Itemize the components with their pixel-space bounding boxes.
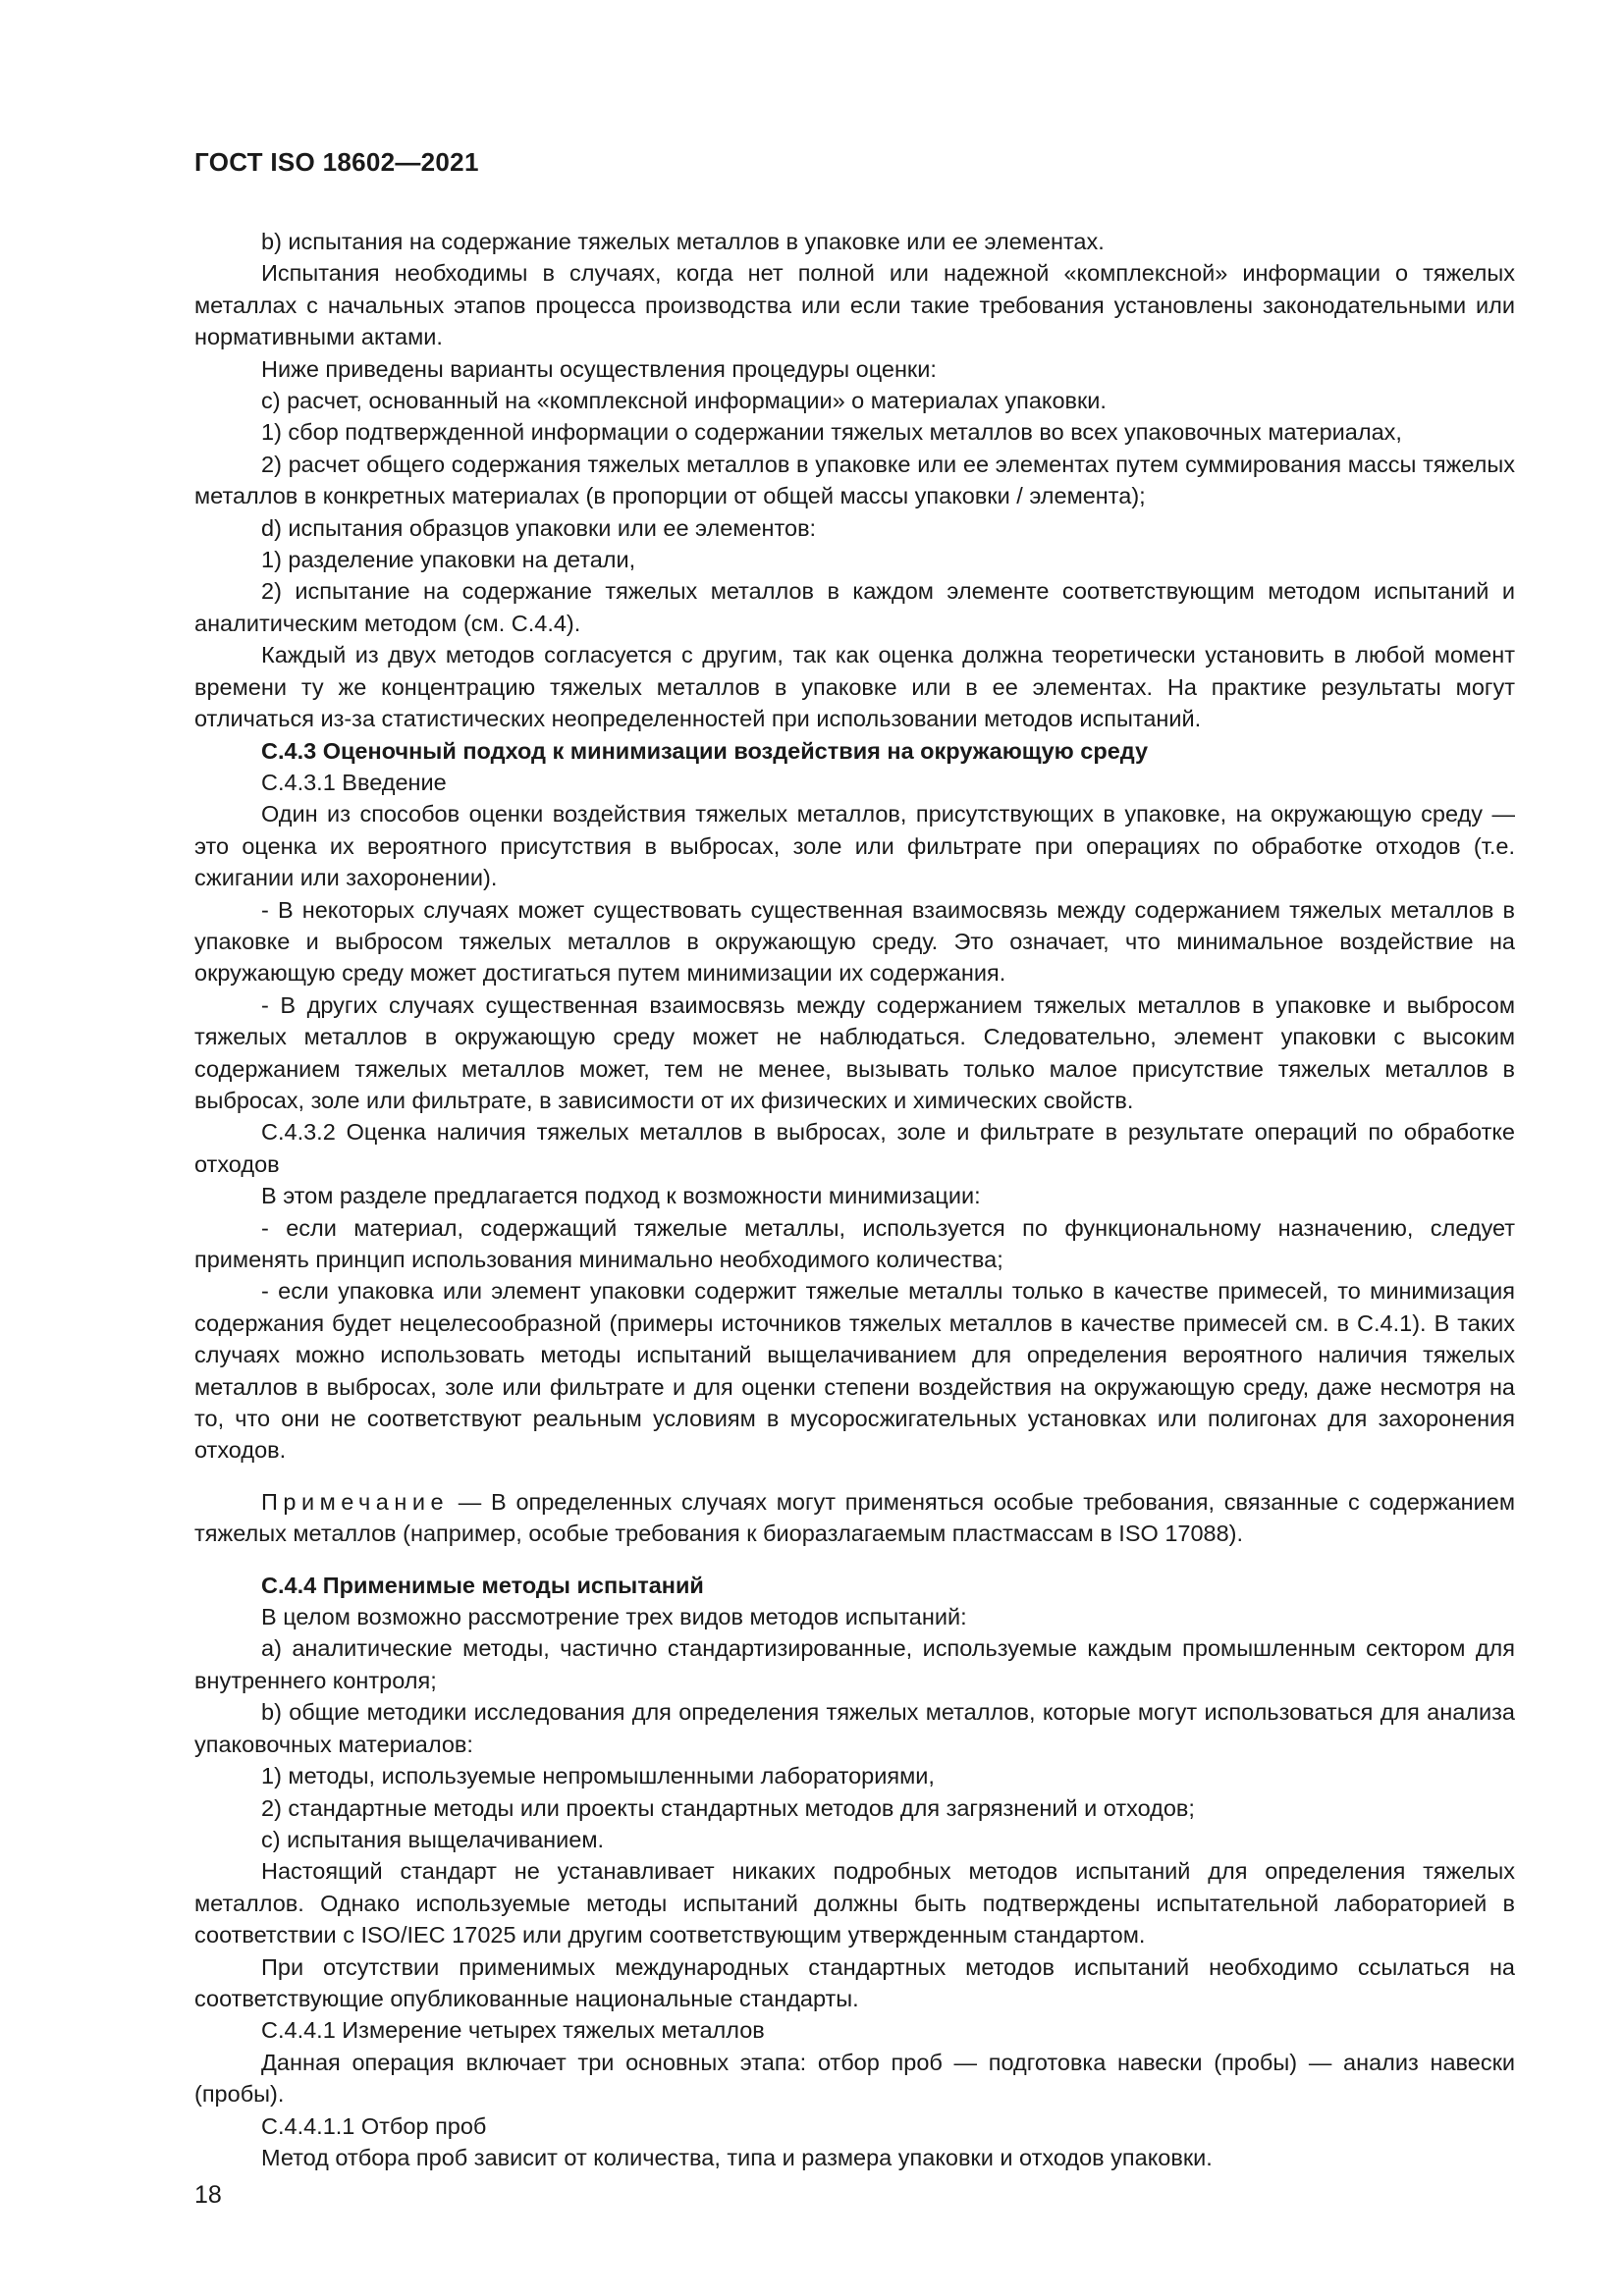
paragraph: Ниже приведены варианты осуществления процедуры оценки: — [261, 355, 937, 382]
paragraph: c) испытания выщелачиванием. — [261, 1826, 605, 1852]
paragraph: d) испытания образцов упаковки или ее элементов: — [261, 514, 817, 541]
paragraph: 1) сбор подтвержденной информации о содержании тяжелых металлов во всех упаковочных материалах, — [261, 419, 1402, 446]
section-heading-c43: С.4.3 Оценочный подход к минимизации воздействия на окружающую среду — [261, 737, 1149, 764]
paragraph: - если материал, содержащий тяжелые металлы, используется по функциональному назначению, следует применять принцип использования минимально необходимого количества; — [194, 1214, 1515, 1272]
paragraph: При отсутствии применимых международных стандартных методов испытаний необходимо ссылаться на соответствующие опубликованные национальные стандарты. — [194, 1953, 1515, 2011]
page-body — [194, 226, 1515, 2173]
paragraph: b) общие методики исследования для определения тяжелых металлов, которые могут использоваться для анализа упаковочных материалов: — [194, 1699, 1515, 1757]
paragraph: Каждый из двух методов согласуется с другим, так как оценка должна теоретически установить в любой момент времени ту же концентрацию тяжелых металлов в упаковке или в ее элементах. На практике результаты могут отличаться из-за статистических неопределенностей при использовании методов испытаний. — [194, 642, 1515, 732]
paragraph: Метод отбора проб зависит от количества, типа и размера упаковки и отходов упаковки. — [261, 2144, 1213, 2170]
paragraph: c) расчет, основанный на «комплексной информации» о материалах упаковки. — [261, 388, 1107, 414]
paragraph: 2) стандартные методы или проекты стандартных методов для загрязнений и отходов; — [261, 1794, 1195, 1821]
paragraph: a) аналитические методы, частично стандартизированные, используемые каждым промышленным сектором для внутреннего контроля; — [194, 1635, 1515, 1693]
paragraph: Данная операция включает три основных этапа: отбор проб — подготовка навески (пробы) — анализ навески (пробы). — [194, 2049, 1515, 2108]
paragraph: - если упаковка или элемент упаковки содержит тяжелые металлы только в качестве примесей, то минимизация содержания будет нецелесообразной (примеры источников тяжелых металлов в качестве примесей см. в С.4.1). В таких случаях можно использовать методы испытаний выщелачиванием для определения вероятного наличия тяжелых металлов в выбросах, золе или фильтрате и для оценки степени воздействия на окружающую среду, даже несмотря на то, что они не соответствуют реальным условиям в мусоросжигательных установках или полигонах для захоронения отходов. — [194, 1278, 1515, 1464]
paragraph: 1) разделение упаковки на детали, — [261, 547, 636, 573]
paragraph: 2) испытание на содержание тяжелых металлов в каждом элементе соответствующим методом испытаний и аналитическим методом (см. С.4.4). — [194, 578, 1515, 636]
paragraph: 1) методы, используемые непромышленными лабораториями, — [261, 1763, 935, 1789]
subsection-heading-c432: С.4.3.2 Оценка наличия тяжелых металлов в выбросах, золе и фильтрате в результате операций по обработке отходов — [194, 1119, 1515, 1177]
page-number: 18 — [194, 2181, 222, 2209]
paragraph: Настоящий стандарт не устанавливает никаких подробных методов испытаний для определения тяжелых металлов. Однако используемые методы испытаний должны быть подтверждены испытательной лабораторией в соответствии с ISO/IEC 17025 или другим соответствующим утвержденным стандартом. — [194, 1858, 1515, 1949]
note — [194, 1486, 1515, 1550]
paragraph: В этом разделе предлагается подход к возможности минимизации: — [261, 1183, 981, 1209]
subsection-heading-c431: С.4.3.1 Введение — [261, 769, 447, 795]
paragraph: - В других случаях существенная взаимосвязь между содержанием тяжелых металлов в упаковке и выбросом тяжелых металлов в окружающую среду может не наблюдаться. Следовательно, элемент упаковки с высоким содержанием тяжелых металлов может, тем не менее, вызывать только малое присутствие тяжелых металлов в выбросах, золе или фильтрате, в зависимости от их физических и химических свойств. — [194, 991, 1515, 1113]
note-label: Примечание — [261, 1488, 450, 1515]
subsection-heading-c441: С.4.4.1 Измерение четырех тяжелых металлов — [261, 2017, 765, 2044]
document-header: ГОСТ ISO 18602—2021 — [194, 147, 479, 177]
paragraph: Один из способов оценки воздействия тяжелых металлов, присутствующих в упаковке, на окружающую среду — это оценка их вероятного присутствия в выбросах, золе или фильтрате при операциях по обработке отходов (т.е. сжигании или захоронении). — [194, 801, 1515, 891]
subsection-heading-c4411: С.4.4.1.1 Отбор проб — [261, 2112, 487, 2139]
paragraph: Испытания необходимы в случаях, когда нет полной или надежной «комплексной» информации о тяжелых металлах с начальных этапов процесса производства или если такие требования установлены законодательными или нормативными актами. — [194, 260, 1515, 350]
paragraph: В целом возможно рассмотрение трех видов методов испытаний: — [261, 1604, 967, 1630]
paragraph: 2) расчет общего содержания тяжелых металлов в упаковке или ее элементах путем суммирования массы тяжелых металлов в конкретных материалах (в пропорции от общей массы упаковки / элемента); — [194, 451, 1515, 509]
section-heading-c44: С.4.4 Применимые методы испытаний — [261, 1572, 704, 1598]
paragraph: b) испытания на содержание тяжелых металлов в упаковке или ее элементах. — [261, 229, 1105, 254]
note-text: — В определенных случаях могут применяться особые требования, связанные с содержанием тяжелых металлов (например, особые требования к биоразлагаемым пластмассам в ISO 17088). — [194, 1488, 1515, 1547]
paragraph: - В некоторых случаях может существовать существенная взаимосвязь между содержанием тяжелых металлов в упаковке и выбросом тяжелых металлов в окружающую среду. Это означает, что минимальное воздействие на окружающую среду может достигаться путем минимизации их содержания. — [194, 896, 1515, 987]
